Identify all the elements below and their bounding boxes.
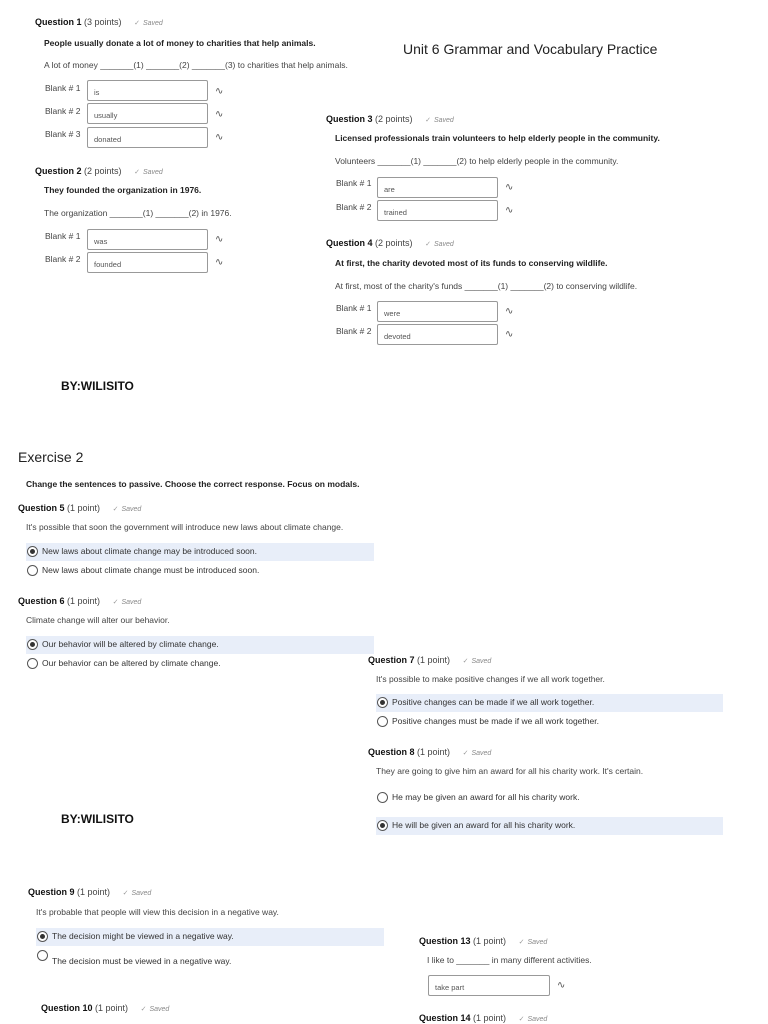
radio-button-selected[interactable] [37,931,48,942]
answer-option[interactable] [36,928,384,946]
check-icon: ✓ [140,1006,147,1013]
question-13-header [419,936,547,946]
question-sentence: Volunteers _______(1) _______(2) to help elderly people in the community. [335,156,619,166]
spellcheck-icon[interactable]: ∿ [215,109,224,120]
spellcheck-icon[interactable]: ∿ [215,132,224,143]
author-byline: BY:WILISITO [61,812,134,826]
page-title: Unit 6 Grammar and Vocabulary Practice [403,41,658,57]
question-prompt: It's possible that soon the government will introduce new laws about climate change. [26,522,344,532]
question-points: (1 point) [67,596,101,606]
question-7-header [368,655,491,665]
question-points: (1 point) [77,887,111,897]
question-points: (1 point) [417,655,451,665]
exercise-title: Exercise 2 [18,449,84,465]
question-sentence: A lot of money _______(1) _______(2) _______(3) to charities that help animals. [44,60,348,70]
option-text: Our behavior will be altered by climate change. [42,639,219,649]
exercise-instructions: Change the sentences to passive. Choose the correct response. Focus on modals. [26,479,360,489]
check-icon: ✓ [518,1016,525,1023]
blank-input[interactable]: usually [87,103,208,124]
radio-button-selected[interactable] [377,697,388,708]
saved-status: ✓ Saved [112,506,142,513]
saved-status: ✓ Saved [140,1006,170,1013]
blank-input[interactable]: is [87,80,208,101]
question-8-header [368,747,491,757]
question-label: Question 8 [368,747,415,757]
question-label: Question 2 [35,166,82,176]
question-sentence: I like to _______ in many different activities. [427,955,592,965]
question-points: (3 points) [84,17,122,27]
question-points: (1 point) [95,1003,129,1013]
saved-status: ✓ Saved [425,241,454,248]
spellcheck-icon[interactable]: ∿ [215,234,224,245]
radio-button[interactable] [377,792,388,803]
answer-option[interactable] [26,636,374,654]
question-prompt: Climate change will alter our behavior. [26,615,170,625]
question-label: Question 3 [326,114,373,124]
blank-label: Blank # 3 [45,129,81,139]
option-text: He may be given an award for all his charity work. [392,792,580,802]
saved-status: ✓ Saved [112,599,142,606]
option-text: Our behavior can be altered by climate change. [42,658,221,668]
blank-input[interactable]: trained [377,200,498,221]
radio-button[interactable] [377,716,388,727]
check-icon: ✓ [425,117,431,124]
option-text: He will be given an award for all his charity work. [392,820,576,830]
blank-label: Blank # 1 [336,178,372,188]
answer-option[interactable] [36,950,384,968]
saved-status: ✓ Saved [518,1016,548,1023]
check-icon: ✓ [462,658,469,665]
blank-label: Blank # 1 [45,231,81,241]
question-4-header [326,238,454,248]
question-prompt: They are going to give him an award for all his charity work. It's certain. [376,766,644,776]
option-text: The decision must be viewed in a negative way. [52,956,232,966]
check-icon: ✓ [134,169,140,176]
question-prompt: Licensed professionals train volunteers to help elderly people in the community. [335,133,660,143]
blank-input[interactable]: donated [87,127,208,148]
answer-option[interactable] [26,562,374,580]
saved-status: ✓ Saved [518,939,548,946]
question-5-header [18,503,141,513]
option-text: The decision might be viewed in a negative way. [52,931,234,941]
check-icon: ✓ [518,939,525,946]
question-14-header [419,1013,547,1023]
question-prompt: It's possible to make positive changes if we all work together. [376,674,605,684]
saved-status: ✓ Saved [425,117,454,124]
question-label: Question 6 [18,596,65,606]
question-prompt: It's probable that people will view this decision in a negative way. [36,907,279,917]
spellcheck-icon[interactable]: ∿ [215,86,224,97]
radio-button-selected[interactable] [377,820,388,831]
answer-option[interactable] [376,789,723,807]
question-6-header [18,596,141,606]
answer-option[interactable] [26,655,374,673]
question-label: Question 7 [368,655,415,665]
radio-button[interactable] [27,658,38,669]
blank-input[interactable]: was [87,229,208,250]
blank-input[interactable]: take part [428,975,550,996]
question-10-header [41,1003,169,1013]
spellcheck-icon[interactable]: ∿ [505,182,514,193]
question-9-header [28,887,151,897]
question-sentence: At first, most of the charity's funds _______(1) _______(2) to conserving wildlife. [335,281,638,291]
question-prompt: At first, the charity devoted most of its funds to conserving wildlife. [335,258,608,268]
question-2-header [35,166,163,176]
question-points: (1 point) [67,503,101,513]
saved-status: ✓ Saved [122,890,152,897]
option-text: New laws about climate change must be introduced soon. [42,565,260,575]
question-label: Question 1 [35,17,82,27]
blank-input[interactable]: devoted [377,324,498,345]
question-label: Question 13 [419,936,471,946]
check-icon: ✓ [462,750,469,757]
blank-label: Blank # 2 [336,202,372,212]
spellcheck-icon[interactable]: ∿ [505,329,514,340]
blank-input[interactable]: were [377,301,498,322]
check-icon: ✓ [134,20,140,27]
question-label: Question 5 [18,503,65,513]
answer-option[interactable] [376,713,723,731]
blank-input[interactable]: founded [87,252,208,273]
option-text: Positive changes must be made if we all work together. [392,716,599,726]
saved-status: ✓ Saved [462,658,492,665]
radio-button-selected[interactable] [27,546,38,557]
saved-status: ✓ Saved [462,750,492,757]
question-sentence: The organization _______(1) _______(2) in 1976. [44,208,232,218]
answer-option[interactable] [26,543,374,561]
question-3-header [326,114,454,124]
question-prompt: They founded the organization in 1976. [44,185,202,195]
question-points: (1 point) [473,1013,507,1023]
question-points: (2 points) [84,166,122,176]
blank-label: Blank # 2 [45,254,81,264]
blank-label: Blank # 1 [336,303,372,313]
author-byline: BY:WILISITO [61,379,134,393]
radio-button[interactable] [37,950,48,961]
check-icon: ✓ [122,890,129,897]
check-icon: ✓ [112,506,119,513]
question-points: (1 point) [417,747,451,757]
radio-button-selected[interactable] [27,639,38,650]
spellcheck-icon[interactable]: ∿ [505,306,514,317]
spellcheck-icon[interactable]: ∿ [215,257,224,268]
spellcheck-icon[interactable]: ∿ [557,980,566,991]
check-icon: ✓ [425,241,431,248]
question-prompt: People usually donate a lot of money to charities that help animals. [44,38,316,48]
question-points: (2 points) [375,114,413,124]
blank-input[interactable]: are [377,177,498,198]
answer-option[interactable] [376,817,723,835]
saved-status: ✓ Saved [134,169,163,176]
check-icon: ✓ [112,599,119,606]
question-points: (1 point) [473,936,507,946]
blank-label: Blank # 2 [336,326,372,336]
question-1-header [35,17,163,27]
question-label: Question 14 [419,1013,471,1023]
blank-label: Blank # 2 [45,106,81,116]
question-label: Question 4 [326,238,373,248]
saved-status: ✓ Saved [134,20,163,27]
question-label: Question 9 [28,887,75,897]
spellcheck-icon[interactable]: ∿ [505,205,514,216]
radio-button[interactable] [27,565,38,576]
option-text: Positive changes can be made if we all work together. [392,697,595,707]
question-points: (2 points) [375,238,413,248]
option-text: New laws about climate change may be introduced soon. [42,546,257,556]
question-label: Question 10 [41,1003,93,1013]
blank-label: Blank # 1 [45,83,81,93]
answer-option[interactable] [376,694,723,712]
